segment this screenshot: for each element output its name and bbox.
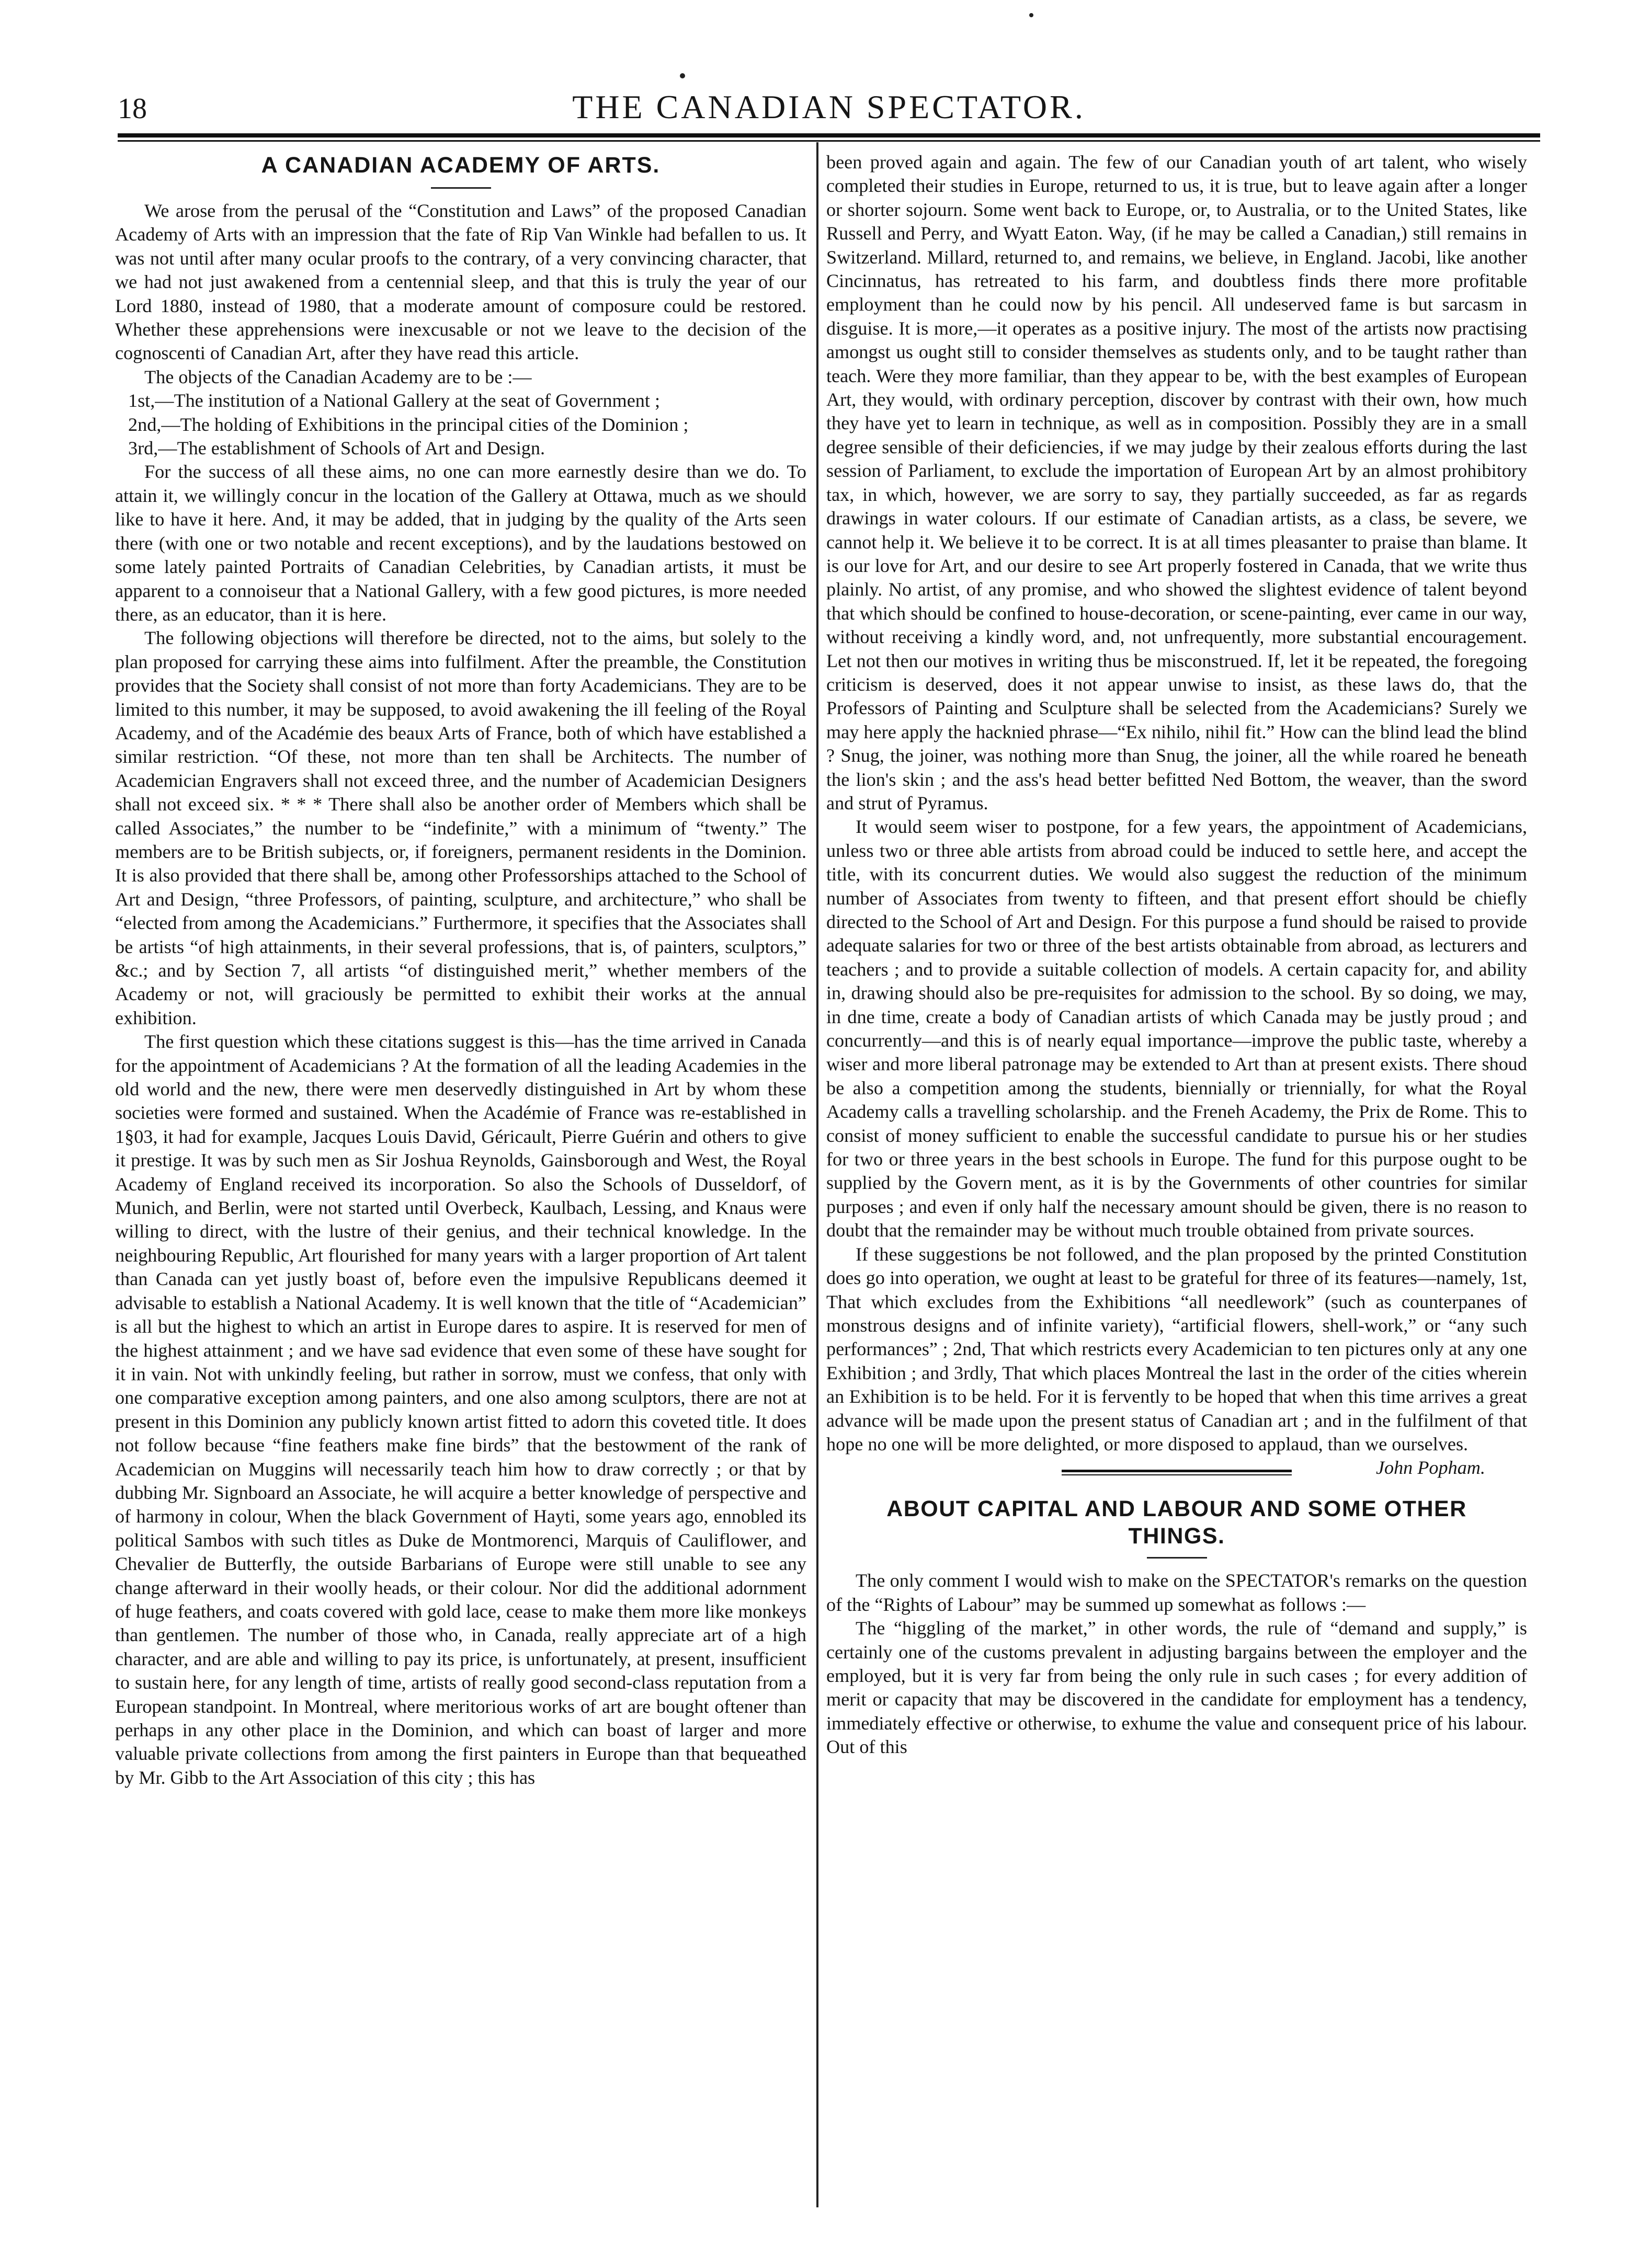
- masthead-rule-thick: [118, 133, 1540, 138]
- author-byline: John Popham.: [1375, 1457, 1485, 1479]
- objects-list-item: 3rd,—The establishment of Schools of Art and Design.: [128, 438, 545, 459]
- title-rule: [431, 187, 491, 189]
- masthead: [118, 88, 1540, 138]
- article-separator-thick: [1062, 1470, 1292, 1472]
- objects-list-item: 1st,—The institution of a National Gallery at the seat of Government ;: [128, 390, 661, 411]
- article-paragraph: The “higgling of the market,” in other words, the rule of “demand and supply,” is certainly one of the customs prevalent in adjusting bargains between the employer and the employed, but it is very far from being the only rule in such cases ; for every addition of merit or capacity that may be discovered in the candidate for employment has a tendency, immediately effective or otherwise, to exhume the value and consequent price of his labour. Out of this: [826, 1618, 1527, 1758]
- article-paragraph: We arose from the perusal of the “Constitution and Laws” of the proposed Canadian Academy of Arts with an impression that the fate of Rip Van Winkle had befallen to us. It was not until after many ocular proofs to the contrary, of a very convincing character, that we had not just awakened from a centennial sleep, and that this is truly the year of our Lord 1880, instead of 1980, that a moderate amount of composure could be restored. Whether these apprehensions were inexcusable or not we leave to the decision of the cognoscenti of Canadian Art, after they have read this article.: [115, 200, 806, 364]
- paragraph-text: If these suggestions be not followed, and the plan proposed by the printed Constitution does go into operation, we ought at least to be grateful for three of its features—namely, 1st, That which excludes from the Exhibitions “all needlework” (such as counterpanes of monstrous designs and of infinite variety), “artificial flowers, shell-work,” or “any such performances” ; 2nd, That which restricts every Academician to ten pictures only at any one Exhibition ; and 3rdly, That which places Montreal the last in the order of the cities wherein an Exhibition is to be held. For it is fervently to be hoped that when this time arrives a great advance will be made upon the present status of Canadian art ; and in the fulfilment of that hope no one will be more delighted, or more disposed to applaud, than we ourselves.: [826, 1243, 1527, 1454]
- page-number: 18: [118, 93, 147, 125]
- column-divider: [816, 142, 818, 2207]
- article-paragraph: [826, 1243, 1527, 1479]
- masthead-rule-thin: [118, 140, 1540, 142]
- article-paragraph: The first question which these citations suggest is this—has the time arrived in Canada for the appointment of Academicians ? At the formation of all the leading Academies in the old world and the new, there were men deservedly distinguished in Art by whom these societies were formed and sustained. When the Académie of France was re-established in 1§03, it had for example, Jacques Louis David, Géricault, Pierre Guérin and others to give it prestige. It was by such men as Sir Joshua Reynolds, Gainsborough and West, the Royal Academy of England received its incorporation. So also the Schools of Dusseldorf, of Munich, and Berlin, were not started until Overbeck, Kaulbach, Lessing, and Knaus were willing to direct, with the lustre of their genius, and their technical knowledge. In the neighbouring Republic, Art flourished for many years with a larger proportion of Art talent than Canada can yet justly boast of, before even the impulsive Republicans deemed it advisable to establish a National Academy. It is well known that the title of “Academician” is all but the highest to which an artist in Europe dares to aspire. It is reserved for men of the highest attainment ; and we have sad evidence that even some of these have sought for it in vain. Not with unkindly feeling, but rather in sorrow, must we confess, that only with one comparative exception among painters, and one also among sculptors, there are not at present in this Dominion any publicly known artist fitted to adorn this coveted title. It does not follow because “fine feathers make fine birds” that the bestowment of the rank of Academician on Muggins will necessarily teach him how to draw correctly ; or that by dubbing Mr. Signboard an Associate, he will acquire a better knowledge of perspective and of harmony in colour, When the black Government of Hayti, some years ago, ennobled its political Sambos with such titles as Duke de Montmorenci, Marquis of Cauliflower, and Chevalier de Butterfly, the outside Barbarians of Europe were still unable to see any change afterward in their woolly heads, or their colour. Nor did the additional adornment of huge feathers, and coats covered with gold lace, cease to make them more like monkeys than gentlemen. The number of those who, in Canada, really appreciate art of a high character, and are able and willing to pay its price, is unfortunately, at present, insufficient to sustain here, for any length of time, artists of really good second-class reputation from a European standpoint. In Montreal, where meritorious works of art are bought oftener than perhaps in any other place in the Dominion, and which can boast of larger and more valuable private collections from among the first painters in Europe than that bequeathed by Mr. Gibb to the Art Association of this city ; this has: [115, 1031, 806, 1788]
- article-title: ABOUT CAPITAL AND LABOUR AND SOME OTHER THINGS.: [886, 1496, 1467, 1549]
- article-paragraph: For the success of all these aims, no one can more earnestly desire than we do. To attain it, we willingly concur in the location of the Gallery at Ottawa, much as we should like to have it here. And, it may be added, that in judging by the quality of the Arts seen there (with one or two notable and recent exceptions), and by the laudations bestowed on some lately painted Portraits of Canadian Celebrities, by Canadian artists, it must be apparent to a connoiseur that a National Gallery, with a few good pictures, is more needed there, as an educator, than it is here.: [115, 461, 806, 625]
- newspaper-title: THE CANADIAN SPECTATOR.: [572, 88, 1086, 125]
- print-speck: [1029, 13, 1033, 17]
- left-column: [115, 151, 806, 1790]
- article-paragraph: The following objections will therefore be directed, not to the aims, but solely to the plan proposed for carrying these aims into fulfilment. After the preamble, the Constitution provides that the Society shall consist of not more than forty Academicians. They are to be limited to this number, it may be supposed, to avoid awakening the ill feeling of the Royal Academy, and of the Académie des beaux Arts of France, both of which have established a similar restriction. “Of these, not more than ten shall be Architects. The number of Academician Engravers shall not exceed three, and the number of Academician Designers shall not exceed six. * * * There shall also be another order of Members which shall be called Associates,” the number to be “indefinite,” with a minimum of “twenty.” The members are to be British subjects, or, if foreigners, permanent residents in the Dominion. It is also provided that there shall be, among other Professorships attached to the School of Art and Design, “three Professors, of painting, sculpture, and architecture,” who shall be “elected from among the Academicians.” Furthermore, it specifies that the Associates shall be artists “of high attainments, in their several professions, that is, of painters, sculptors,” &c.; and by Section 7, all artists “of distinguished merit,” whether members of the Academy or not, will graciously be permitted to exhibit their works at the annual exhibition.: [115, 627, 806, 1028]
- title-rule: [1147, 1557, 1207, 1559]
- print-speck: [680, 73, 685, 78]
- right-column: [826, 151, 1527, 1759]
- article-title: A CANADIAN ACADEMY OF ARTS.: [261, 153, 661, 178]
- objects-list-item: 2nd,—The holding of Exhibitions in the principal cities of the Dominion ;: [128, 414, 689, 435]
- article-paragraph: been proved again and again. The few of our Canadian youth of art talent, who wisely completed their studies in Europe, returned to us, it is true, but to leave again after a longer or shorter sojourn. Some went back to Europe, or, to Australia, or to the United States, like Russell and Perry, and Wyatt Eaton. Way, (if he may be called a Canadian,) still remains in Switzerland. Millard, returned to, and remains, we believe, in England. Jacobi, like another Cincinnatus, has retreated to his farm, and doubtless finds there more profitable employment than he could now by his pencil. All undeserved fame is but sarcasm in disguise. It is more,—it operates as a positive injury. The most of the artists now practising amongst us ought still to consider themselves as students only, and to be taught rather than teach. Were they more familiar, than they appear to be, with the best examples of European Art, they would, with ordinary perception, discover by contrast with their own, how much they have yet to learn in technique, as well as in composition. Possibly they are in a small degree sensible of their deficiencies, if we may judge by their zealous efforts during the last session of Parliament, to exclude the importation of European Art by an almost prohibitory tax, in which, however, we are sorry to say, they partially succeeded, as far as regards drawings in water colours. If our estimate of Canadian artists, as a class, be severe, we cannot help it. We believe it to be correct. It is at all times pleasanter to praise than blame. It is our love for Art, and our desire to see Art properly fostered in Canada, that we write thus plainly. No artist, of any promise, and who showed the slightest evidence of talent beyond that which should be confined to house-decoration, or scene-painting, ever came in our way, without receiving a kindly word, and, not unfrequently, more substantial encouragement. Let not then our motives in writing thus be misconstrued. If, let it be repeated, the foregoing criticism is deserved, does it not appear unwise to insist, as these laws do, that the Professors of Painting and Sculpture shall be selected from the Academicians? Surely we may here apply the hacknied phrase—“Ex nihilo, nihil fit.” How can the blind lead the blind ? Snug, the joiner, was nothing more than Snug, the joiner, all the while roared he beneath the lion's skin ; and the ass's head better befitted Ned Bottom, the weaver, than the sword and strut of Pyramus.: [826, 152, 1527, 814]
- article-separator-thin: [1062, 1474, 1292, 1475]
- article-paragraph: It would seem wiser to postpone, for a few years, the appointment of Academicians, unless two or three able artists from abroad could be induced to settle here, and accept the title, with its concurrent duties. We would also suggest the reduction of the minimum number of Associates from twenty to fifteen, and that present effort should be chiefly directed to the School of Art and Design. For this purpose a fund should be raised to provide adequate salaries for two or three of the best artists obtainable from abroad, as lecturers and teachers ; and to provide a suitable collection of models. A certain capacity for, and ability in, drawing should also be pre-requisites for admission to the school. By so doing, we may, in dne time, create a body of Canadian artists of which Canada may be justly proud ; and concurrently—and this is of nearly equal importance—improve the public taste, whereby a wiser and more liberal patronage may be extended to Art than at present exists. There shoud be also a competition among the students, biennially or triennially, for what the Royal Academy calls a travelling scholarship. and the Freneh Academy, the Prix de Rome. This to consist of money sufficient to enable the successful candidate to pursue his or her studies for two or three years in the best schools in Europe. The fund for this purpose ought to be supplied by the Govern ment, as it is by the Governments of other countries for similar purposes ; and even if only half the necessary amount should be given, there is no reason to doubt that the remainder may be without much trouble obtained from private sources.: [826, 816, 1527, 1241]
- article-paragraph: The only comment I would wish to make on the SPECTATOR's remarks on the question of the “Rights of Labour” may be summed up somewhat as follows :—: [826, 1570, 1527, 1615]
- article-paragraph: The objects of the Canadian Academy are to be :—: [144, 366, 532, 387]
